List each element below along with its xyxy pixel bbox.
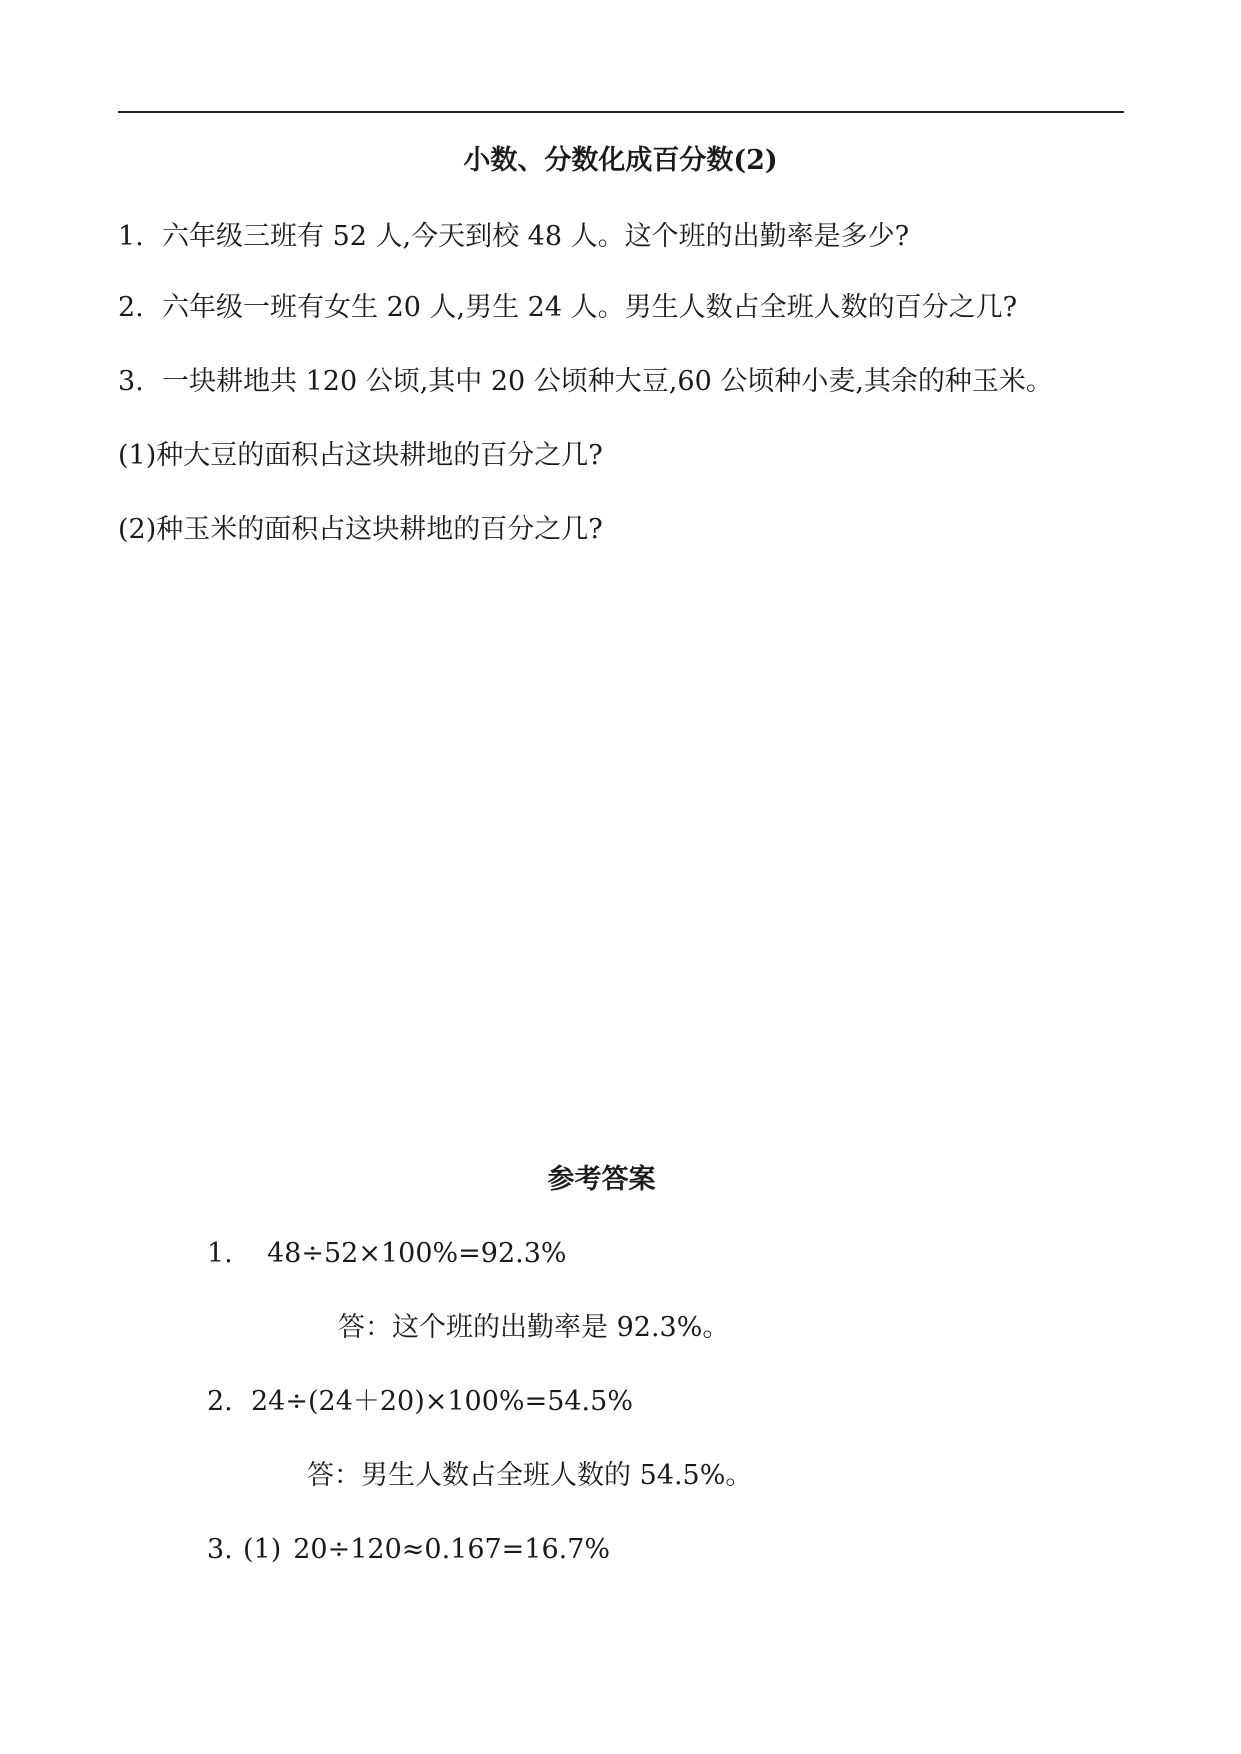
answer-part-label: (1): [243, 1534, 282, 1565]
question-1: [118, 217, 909, 257]
answer-3-part-1: [207, 1530, 610, 1570]
question-text: 六年级一班有女生 20 人,男生 24 人。男生人数占全班人数的百分之几?: [162, 292, 1018, 323]
sub-question-2: (2)种玉米的面积占这块耕地的百分之几?: [118, 514, 603, 545]
answer-number: 1.: [207, 1238, 233, 1269]
question-3: [118, 362, 1053, 402]
sub-question-1: (1)种大豆的面积占这块耕地的百分之几?: [118, 440, 603, 471]
question-2: [118, 288, 1017, 328]
question-number: 3.: [118, 366, 144, 397]
answers-title: 参考答案: [547, 1164, 656, 1195]
answer-formula: 48÷52×100%=92.3%: [267, 1238, 567, 1269]
header-divider: [118, 111, 1124, 113]
answer-1-reply: 答：这个班的出勤率是 92.3%。: [338, 1312, 730, 1343]
question-number: 2.: [118, 292, 144, 323]
question-number: 1.: [118, 221, 144, 252]
answer-2-formula: [207, 1382, 633, 1422]
answer-number: 3.: [207, 1534, 233, 1565]
answer-1-formula: [207, 1234, 567, 1274]
answer-2-reply: 答：男生人数占全班人数的 54.5%。: [307, 1460, 753, 1491]
worksheet-title: 小数、分数化成百分数(2): [463, 145, 778, 176]
answer-formula: 24÷(24＋20)×100%=54.5%: [251, 1386, 633, 1417]
answer-formula: 20÷120≈0.167=16.7%: [293, 1534, 611, 1565]
answer-number: 2.: [207, 1386, 233, 1417]
question-text: 一块耕地共 120 公顷,其中 20 公顷种大豆,60 公顷种小麦,其余的种玉米。: [162, 366, 1053, 397]
question-text: 六年级三班有 52 人,今天到校 48 人。这个班的出勤率是多少?: [162, 221, 910, 252]
